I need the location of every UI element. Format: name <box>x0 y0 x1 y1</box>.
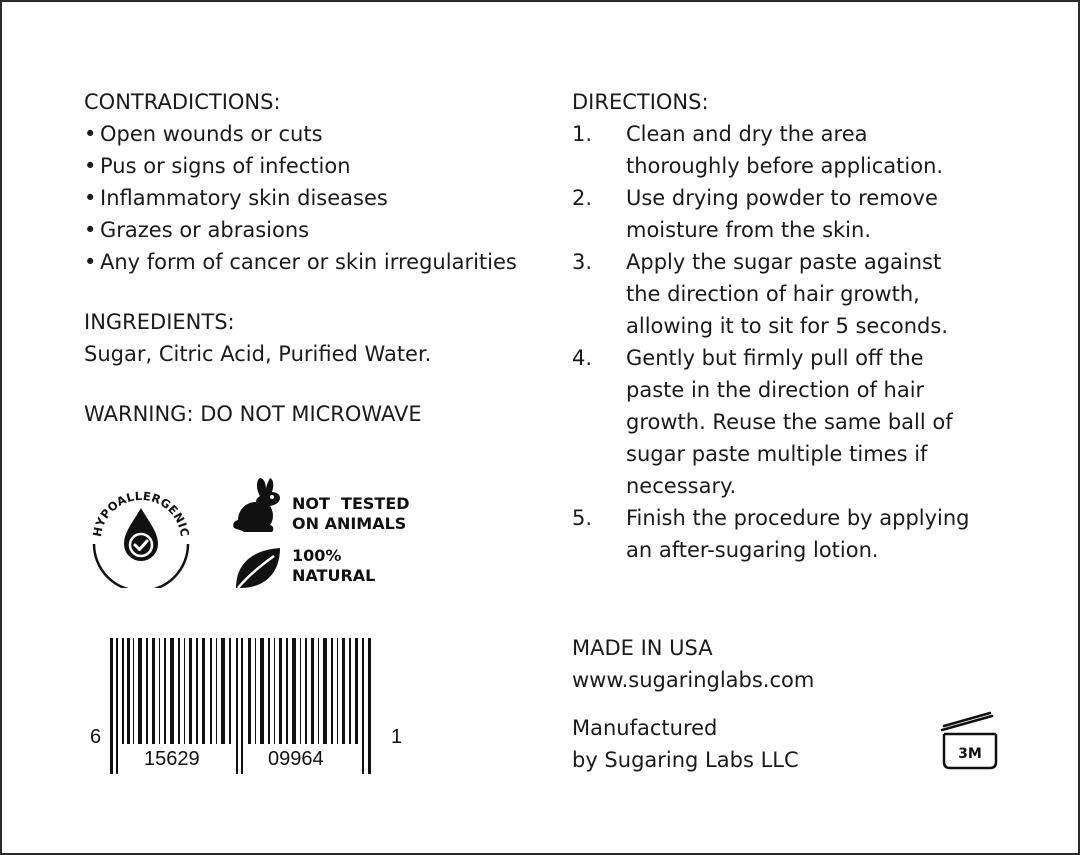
natural-badge-text <box>292 546 375 586</box>
natural-line2: NATURAL <box>292 566 376 585</box>
barcode-bar <box>318 638 319 744</box>
barcode-bar <box>260 638 264 744</box>
step-line: Clean and dry the area <box>626 122 868 146</box>
list-item: • Inflammatory skin diseases <box>84 182 554 214</box>
barcode-bar <box>331 638 333 744</box>
manufacturer-section <box>572 712 799 776</box>
step-number: 3. <box>572 250 593 274</box>
barcode-bar <box>184 638 185 744</box>
barcode <box>86 638 416 774</box>
right-column <box>572 86 1032 566</box>
direction-step <box>572 246 1032 342</box>
barcode-bar <box>342 638 345 744</box>
open-jar-icon <box>938 710 1000 772</box>
barcode-bar <box>127 638 130 744</box>
barcode-bar <box>216 638 217 744</box>
barcode-bar <box>305 638 307 744</box>
barcode-bars <box>86 638 416 774</box>
step-line: thoroughly before application. <box>626 154 944 178</box>
barcode-bar <box>292 638 296 744</box>
barcode-bar <box>202 638 205 744</box>
manufacturer-line2: by Sugaring Labs LLC <box>572 748 799 772</box>
hypoallergenic-badge <box>86 478 196 588</box>
barcode-bar <box>286 638 288 744</box>
barcode-bar <box>133 638 134 744</box>
directions-list <box>572 118 1032 566</box>
barcode-bar <box>110 638 113 774</box>
barcode-bar <box>146 638 148 744</box>
barcode-bar <box>248 638 251 744</box>
direction-step <box>572 342 1032 502</box>
list-item: • Pus or signs of infection <box>84 150 554 182</box>
pao-label: 3M <box>958 746 982 762</box>
barcode-bar <box>164 638 166 744</box>
direction-step <box>572 118 1032 182</box>
step-number: 1. <box>572 122 593 146</box>
step-line: an after-sugaring lotion. <box>626 538 879 562</box>
origin-section <box>572 632 814 696</box>
hypoallergenic-text: HYPOALLERGENIC <box>89 488 192 538</box>
leaf-icon <box>232 546 282 590</box>
website-text: www.sugaringlabs.com <box>572 668 815 692</box>
barcode-group2: 09964 <box>268 748 324 770</box>
step-number: 4. <box>572 346 593 370</box>
step-number: 2. <box>572 186 593 210</box>
barcode-bar <box>178 638 180 744</box>
barcode-bar <box>368 638 371 774</box>
step-text <box>626 118 1032 182</box>
step-text <box>626 182 1032 246</box>
not-tested-line1: NOT TESTED <box>292 494 410 513</box>
barcode-bar <box>116 638 118 774</box>
step-text <box>626 502 1032 566</box>
step-line: Use drying powder to remove <box>626 186 938 210</box>
warning-text: WARNING: DO NOT MICROWAVE <box>84 402 422 426</box>
barcode-bar <box>210 638 212 744</box>
barcode-bar <box>311 638 314 744</box>
rabbit-icon <box>230 476 286 534</box>
ingredients-heading: INGREDIENTS: <box>84 310 235 334</box>
step-line: the direction of hair growth, <box>626 282 920 306</box>
step-line: growth. Reuse the same ball of <box>626 410 953 434</box>
contraindications-list <box>84 118 554 278</box>
not-tested-line2: ON ANIMALS <box>292 514 407 533</box>
barcode-digit-left: 6 <box>90 726 102 748</box>
step-line: paste in the direction of hair <box>626 378 925 402</box>
droplet-check-icon <box>124 508 158 561</box>
barcode-bar <box>255 638 256 744</box>
list-item: • Any form of cancer or skin irregularities <box>84 246 554 278</box>
barcode-group1: 15629 <box>144 748 200 770</box>
barcode-bar <box>196 638 198 744</box>
barcode-bar <box>355 638 358 744</box>
barcode-bar <box>241 638 243 774</box>
barcode-bar <box>300 638 301 744</box>
barcode-bar <box>189 638 192 744</box>
barcode-bar <box>170 638 174 744</box>
step-line: necessary. <box>626 474 737 498</box>
barcode-bar <box>337 638 338 744</box>
manufacturer-line1: Manufactured <box>572 716 718 740</box>
barcode-bar <box>236 638 238 774</box>
barcode-bar <box>122 638 124 744</box>
barcode-bar <box>152 638 155 744</box>
step-text <box>626 342 1032 502</box>
barcode-bar <box>362 638 364 774</box>
list-item: • Grazes or abrasions <box>84 214 554 246</box>
not-tested-badge-text <box>292 494 410 534</box>
barcode-bar <box>279 638 282 744</box>
direction-step <box>572 182 1032 246</box>
barcode-bar <box>274 638 275 744</box>
barcode-digit-right: 1 <box>391 726 403 748</box>
barcode-bar <box>138 638 142 744</box>
step-line: sugar paste multiple times if <box>626 442 928 466</box>
barcode-bar <box>229 638 231 744</box>
step-line: Finish the procedure by applying <box>626 506 970 530</box>
left-column <box>84 86 554 430</box>
step-line: moisture from the skin. <box>626 218 871 242</box>
step-line: Gently but firmly pull off the <box>626 346 924 370</box>
step-text <box>626 246 1032 342</box>
barcode-bar <box>268 638 270 744</box>
barcode-bar <box>323 638 327 744</box>
barcode-bar <box>349 638 351 744</box>
natural-line1: 100% <box>292 546 342 565</box>
contraindications-heading: CONTRADICTIONS: <box>84 90 281 114</box>
ingredients-text: Sugar, Citric Acid, Purified Water. <box>84 342 432 366</box>
barcode-bar <box>159 638 160 744</box>
step-line: allowing it to sit for 5 seconds. <box>626 314 948 338</box>
step-line: Apply the sugar paste against <box>626 250 942 274</box>
made-in-text: MADE IN USA <box>572 636 713 660</box>
ingredients-section <box>84 306 554 370</box>
barcode-bar <box>221 638 225 744</box>
direction-step <box>572 502 1032 566</box>
directions-heading: DIRECTIONS: <box>572 90 709 114</box>
list-item: • Open wounds or cuts <box>84 118 554 150</box>
step-number: 5. <box>572 506 593 530</box>
